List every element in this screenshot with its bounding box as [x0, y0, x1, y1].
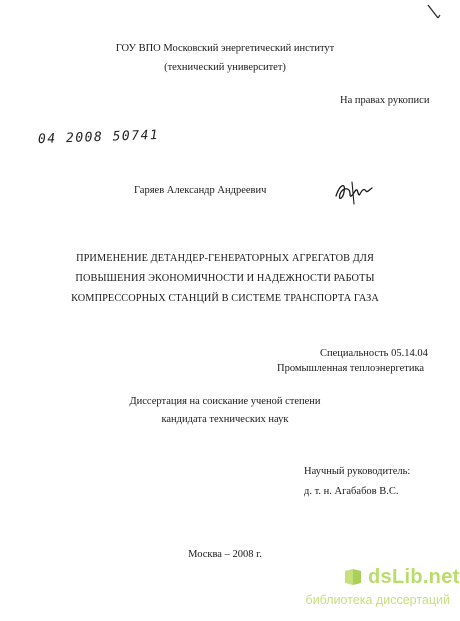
supervisor-name: д. т. н. Агабабов В.С. [304, 486, 399, 497]
thesis-title-line-1: ПРИМЕНЕНИЕ ДЕТАНДЕР-ГЕНЕРАТОРНЫХ АГРЕГАТОВ ДЛЯ [76, 253, 374, 264]
thesis-title-line-3: КОМПРЕССОРНЫХ СТАНЦИЙ В СИСТЕМЕ ТРАНСПОРТА ГАЗА [71, 293, 379, 304]
corner-pen-mark [424, 2, 444, 22]
dissertation-purpose: Диссертация на соискание ученой степени [129, 396, 321, 407]
dslib-watermark-name: dsLib.net [368, 566, 460, 588]
dslib-watermark-subtitle: библиотека диссертаций [305, 593, 450, 607]
institution-name: ГОУ ВПО Московский энергетический институт [115, 43, 335, 54]
handwritten-registration-number: 04 2008 50741 [37, 127, 160, 148]
academic-degree: кандидата технических наук [161, 414, 289, 425]
place-and-year: Москва – 2008 г. [188, 549, 262, 560]
dslib-logo-icon [342, 566, 364, 588]
specialty-code: Специальность 05.14.04 [320, 348, 428, 359]
thesis-title-line-2: ПОВЫШЕНИЯ ЭКОНОМИЧНОСТИ И НАДЕЖНОСТИ РАБОТЫ [75, 273, 375, 284]
institution-subtitle: (технический университет) [164, 62, 286, 73]
author-name: Гаряев Александр Андреевич [134, 185, 267, 196]
supervisor-label: Научный руководитель: [304, 466, 411, 477]
manuscript-note: На правах рукописи [340, 95, 430, 106]
author-signature [332, 178, 376, 208]
specialty-name: Промышленная теплоэнергетика [277, 363, 425, 374]
